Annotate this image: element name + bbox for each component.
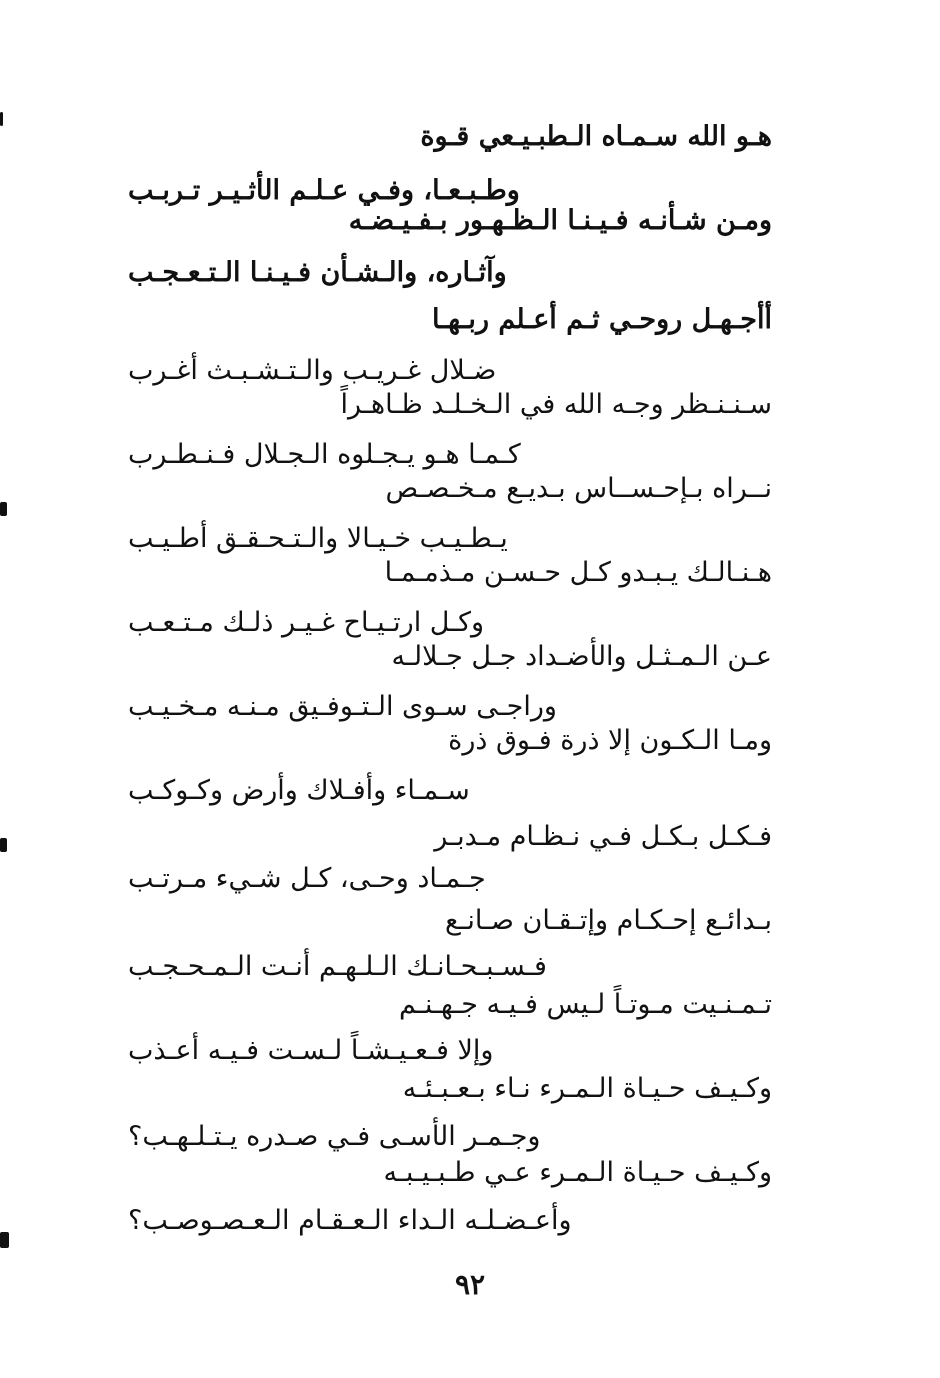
verse-line-1: هـو الله سـمـاه الـطبـيـعي قـوة bbox=[420, 121, 772, 152]
verse-line-3: ومـن شـأنـه فـيـنـا الـظـهـور بـفـيـضـه bbox=[348, 205, 772, 236]
verse-line-22: وإلا فـعـيـشـاً لـسـت فـيـه أعـذب bbox=[128, 1035, 494, 1066]
verse-line-18: جـمـاد وحـى، كـل شـيء مـرتـب bbox=[128, 863, 486, 894]
verse-line-21: تـمـنـيت مـوتـاً لـيس فـيـه جـهـنـم bbox=[398, 989, 772, 1020]
verse-line-4: وآثـاره، والـشـأن فـيـنـا الـتـعـجـب bbox=[128, 257, 507, 288]
verse-line-15: ومـا الـكـون إلا ذرة فـوق ذرة bbox=[448, 725, 772, 756]
verse-line-14: وراجـى سـوى الـتـوفـيق مـنـه مـخـيـب bbox=[128, 691, 557, 722]
verse-line-13: عـن الـمـثـل والأضـداد جـل جـلالـه bbox=[391, 641, 772, 672]
scan-edge-mark bbox=[0, 112, 3, 126]
verse-line-25: وكـيـف حـيـاة الـمـرء عـي طـبـيـبـه bbox=[383, 1157, 772, 1188]
verse-line-19: بـدائـع إحـكـام وإتـقـان صـانـع bbox=[445, 905, 772, 936]
verse-line-8: كـمـا هـو يـجـلوه الـجـلال فـنـطـرب bbox=[128, 439, 521, 470]
verse-line-5: أأجـهـل روحـي ثـم أعـلم ربـهـا bbox=[431, 304, 772, 335]
scan-edge-mark bbox=[0, 1232, 9, 1248]
verse-line-10: يـطـيـب خـيـالا والـتـحـقـق أطـيـب bbox=[128, 523, 508, 554]
verse-line-6: ضـلال غـريـب والـتـشـبـث أغـرب bbox=[128, 355, 497, 386]
verse-line-2: وطـبـعـا، وفـي عـلـم الأثـيـر تـربـب bbox=[128, 175, 520, 206]
verse-line-20: فـسـبـحـانـك الـلـهـم أنـت الـمـحـجـب bbox=[128, 951, 547, 982]
verse-line-26: وأعـضـلـه الـداء الـعـقـام الـعـصـوصـب؟ bbox=[128, 1205, 572, 1236]
verse-line-7: سـنـنـظر وجـه الله في الـخـلـد ظـاهـراً bbox=[340, 389, 772, 420]
verse-line-17: فـكـل بـكـل فـي نـظـام مـدبـر bbox=[434, 821, 772, 852]
verse-line-16: سـمـاء وأفـلاك وأرض وكـوكـب bbox=[128, 775, 470, 806]
verse-line-23: وكـيـف حـيـاة الـمـرء نـاء بـعـبـئـه bbox=[402, 1073, 772, 1104]
verse-line-24: وجـمـر الأسـى فـي صـدره يـتـلـهـب؟ bbox=[128, 1121, 541, 1152]
verse-line-12: وكـل ارتـيـاح غـيـر ذلـك مـتـعـب bbox=[128, 607, 485, 638]
verse-line-11: هـنـالـك يـبـدو كـل حـسـن مـذمـمـا bbox=[384, 557, 772, 588]
verse-line-9: نــراه بـإحـســاس بـديـع مـخـصـص bbox=[385, 473, 772, 504]
page-number: ٩٢ bbox=[454, 1268, 486, 1301]
scan-edge-mark bbox=[0, 838, 7, 852]
scan-edge-mark bbox=[0, 502, 7, 516]
